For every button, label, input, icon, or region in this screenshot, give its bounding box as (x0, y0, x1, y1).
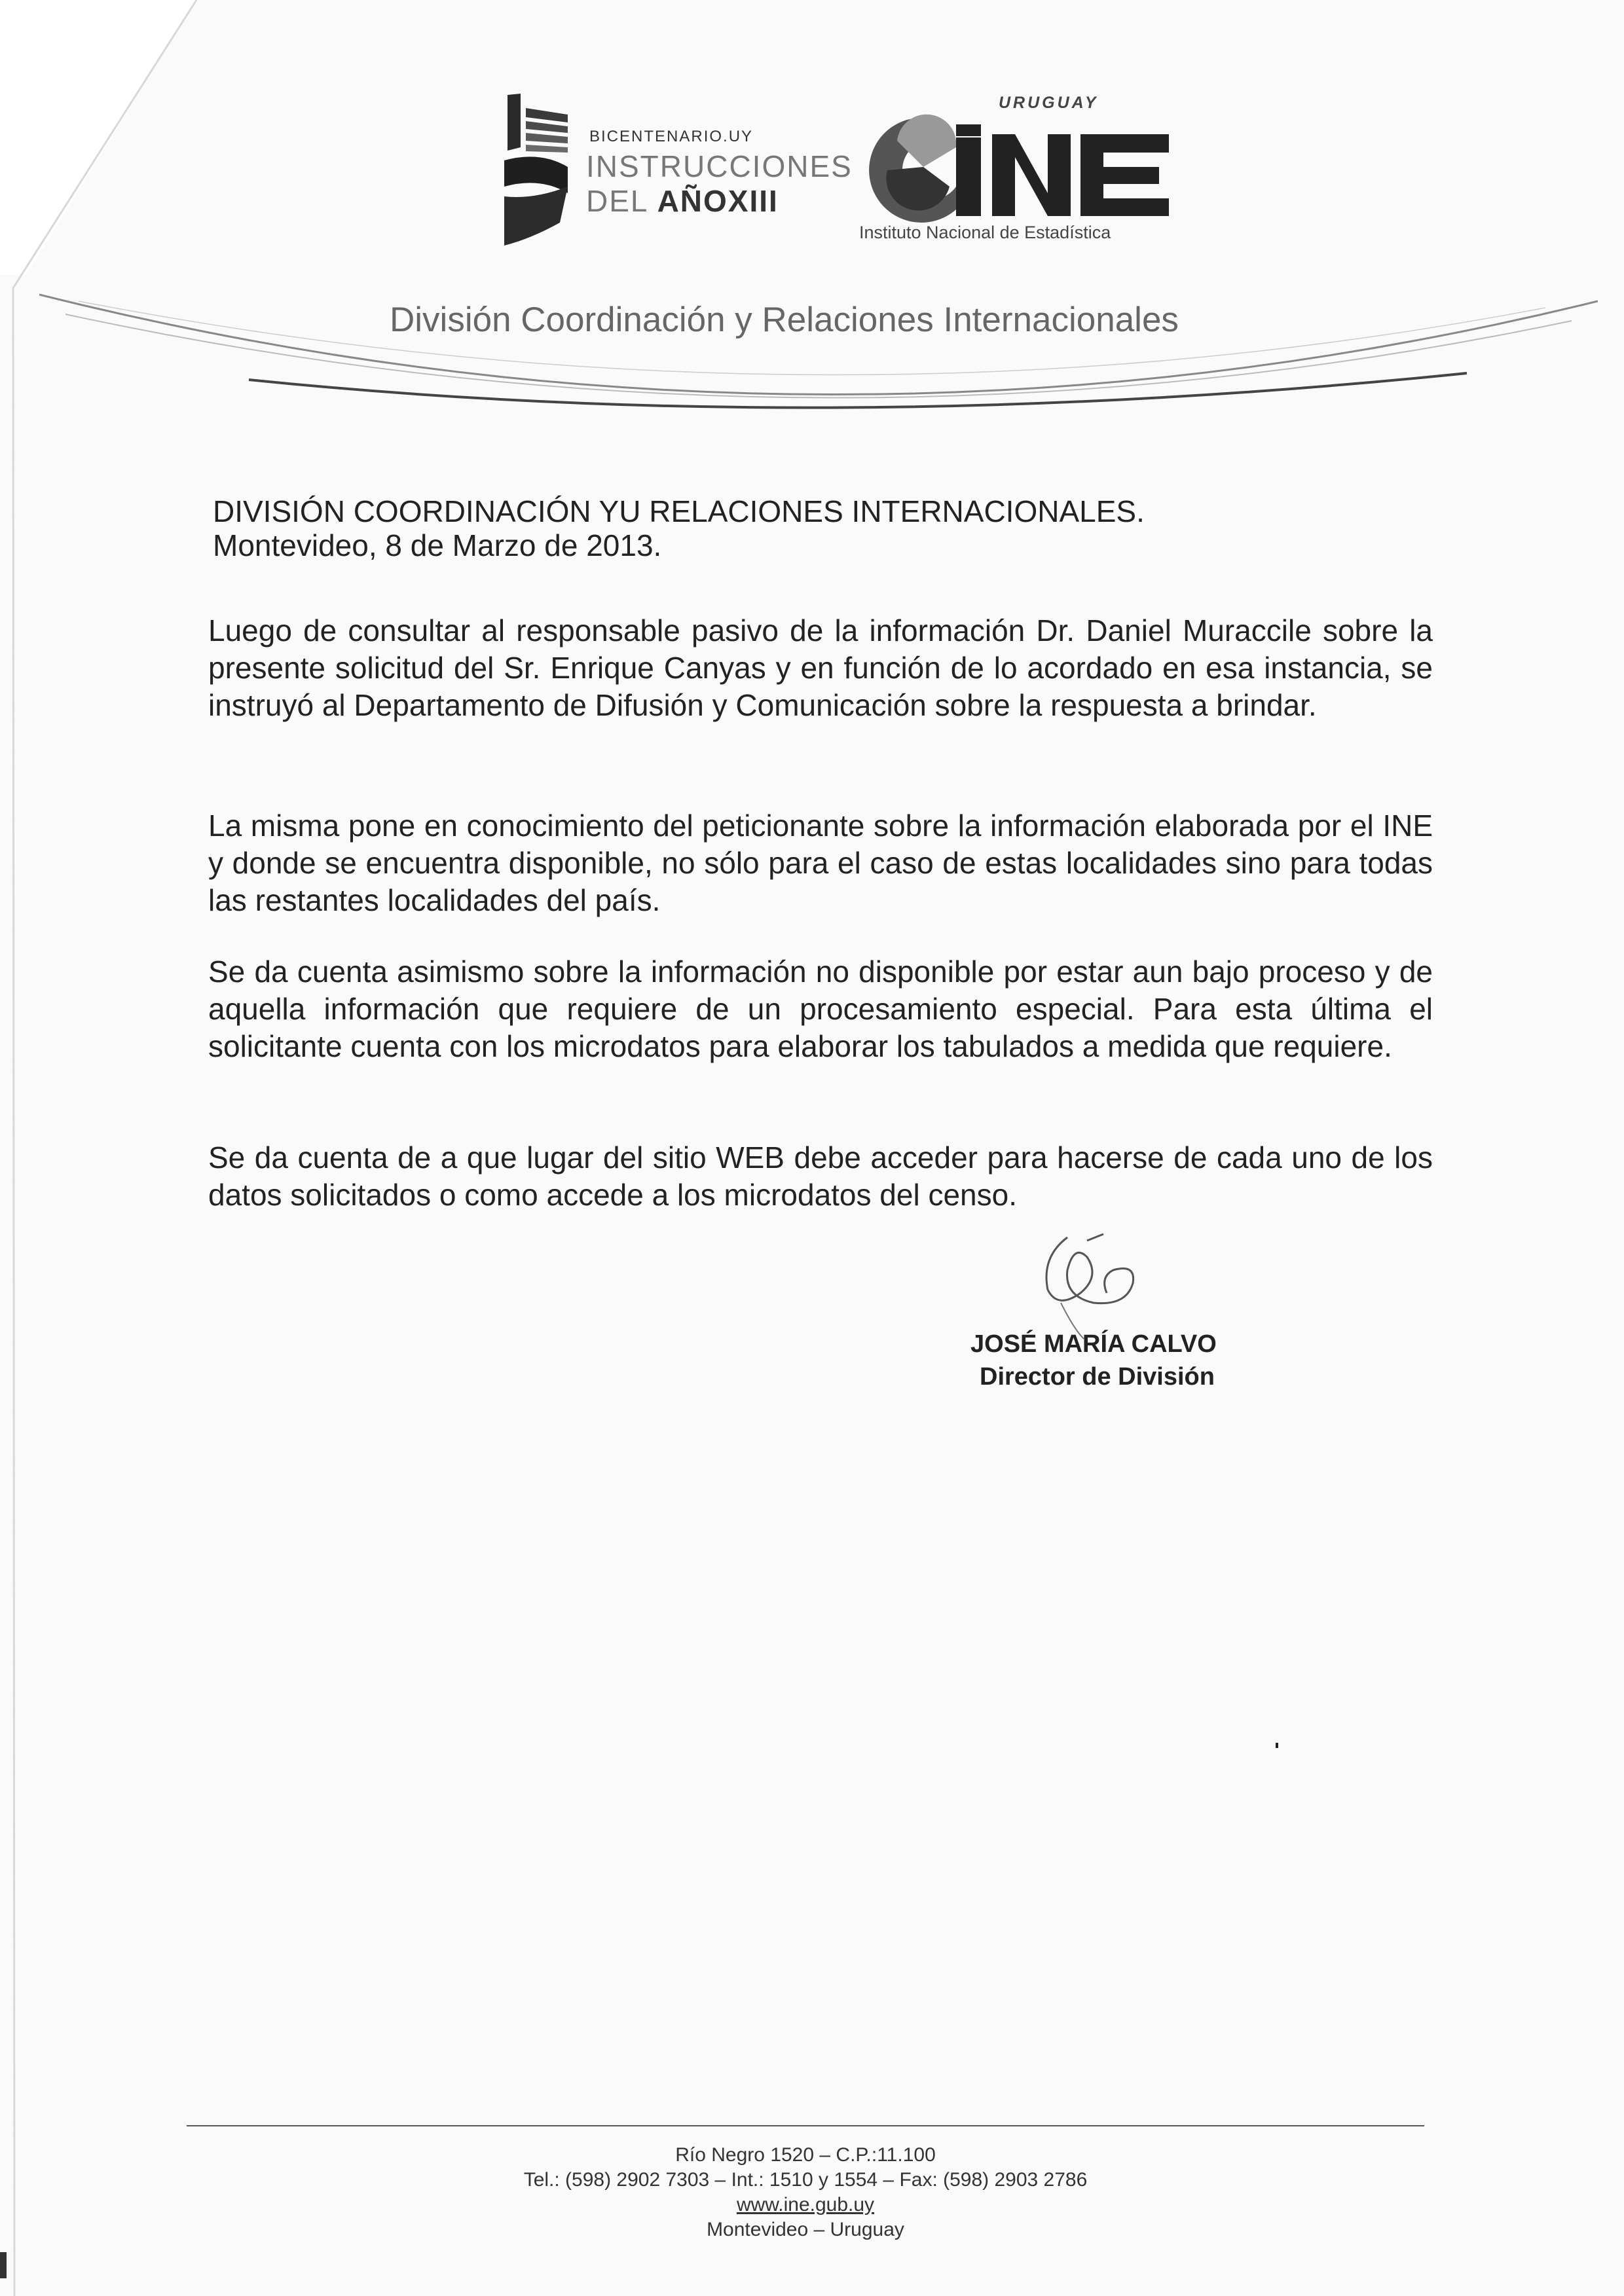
body-paragraph-2 (208, 807, 1433, 919)
body-paragraph-1 (208, 612, 1433, 724)
bicentenario-site-label: BICENTENARIO.UY (589, 128, 754, 145)
ine-logo (851, 88, 1192, 252)
signer-name: JOSÉ MARÍA CALVO (970, 1330, 1217, 1358)
footer-address: Río Negro 1520 – C.P.:11.100 (675, 2144, 936, 2166)
ine-emblem-icon (858, 108, 1185, 223)
signer-title: Director de División (980, 1363, 1215, 1391)
footer-website-link[interactable]: www.ine.gub.uy (736, 2194, 875, 2215)
body-paragraph-4 (208, 1139, 1433, 1214)
paragraph-text: La misma pone en conocimiento del peticionante sobre la información elaborada por el INE y donde se encuentra disponible, no sólo para el caso de estas localidades sino para todas las restantes localidades del país. (208, 809, 1433, 917)
ine-country-label: URUGUAY (999, 94, 1099, 112)
bicentenario-line1: INSTRUCCIONES (586, 149, 853, 183)
footer-phones: Tel.: (598) 2902 7303 – Int.: 1510 y 1554 – Fax: (598) 2903 2786 (523, 2169, 1088, 2191)
bicentenario-line2-prefix: DEL (586, 184, 657, 218)
footer-contact (393, 2143, 1218, 2242)
handwritten-signature (1022, 1231, 1172, 1342)
bicentenario-mark-icon (494, 88, 573, 249)
footer-divider (187, 2125, 1424, 2126)
paragraph-text: Se da cuenta de a que lugar del sitio WEB debe acceder para hacerse de cada uno de los datos solicitados o como accede a los microdatos del censo. (208, 1140, 1433, 1212)
bicentenario-logo (494, 88, 853, 249)
division-header-title: División Coordinación y Relaciones Internacionales (390, 301, 1179, 339)
scan-speck (1276, 1743, 1278, 1748)
paragraph-text: Luego de consultar al responsable pasivo de la información Dr. Daniel Muraccile sobre la presente solicitud del Sr. Enrique Canyas y en función de lo acordado en esa instancia, se instruyó al Departamento de Difusión y Comunicación sobre la respuesta a brindar. (208, 613, 1433, 722)
letter-division-line: DIVISIÓN COORDINACIÓN YU RELACIONES INTERNACIONALES. (213, 494, 1145, 528)
footer-city: Montevideo – Uruguay (707, 2219, 904, 2240)
ine-institute-name: Instituto Nacional de Estadística (859, 223, 1111, 242)
body-paragraph-3 (208, 953, 1433, 1065)
letter-date: Montevideo, 8 de Marzo de 2013. (213, 528, 662, 562)
letter-heading (213, 494, 1457, 562)
bicentenario-line2 (586, 183, 779, 219)
bicentenario-line2-bold: AÑOXIII (657, 184, 779, 218)
paragraph-text: Se da cuenta asimismo sobre la información no disponible por estar aun bajo proceso y de aquella información que requiere de un procesamiento especial. Para esta última el solicitante cuenta con los microdatos para elaborar los tabulados a medida que requiere. (208, 955, 1433, 1063)
